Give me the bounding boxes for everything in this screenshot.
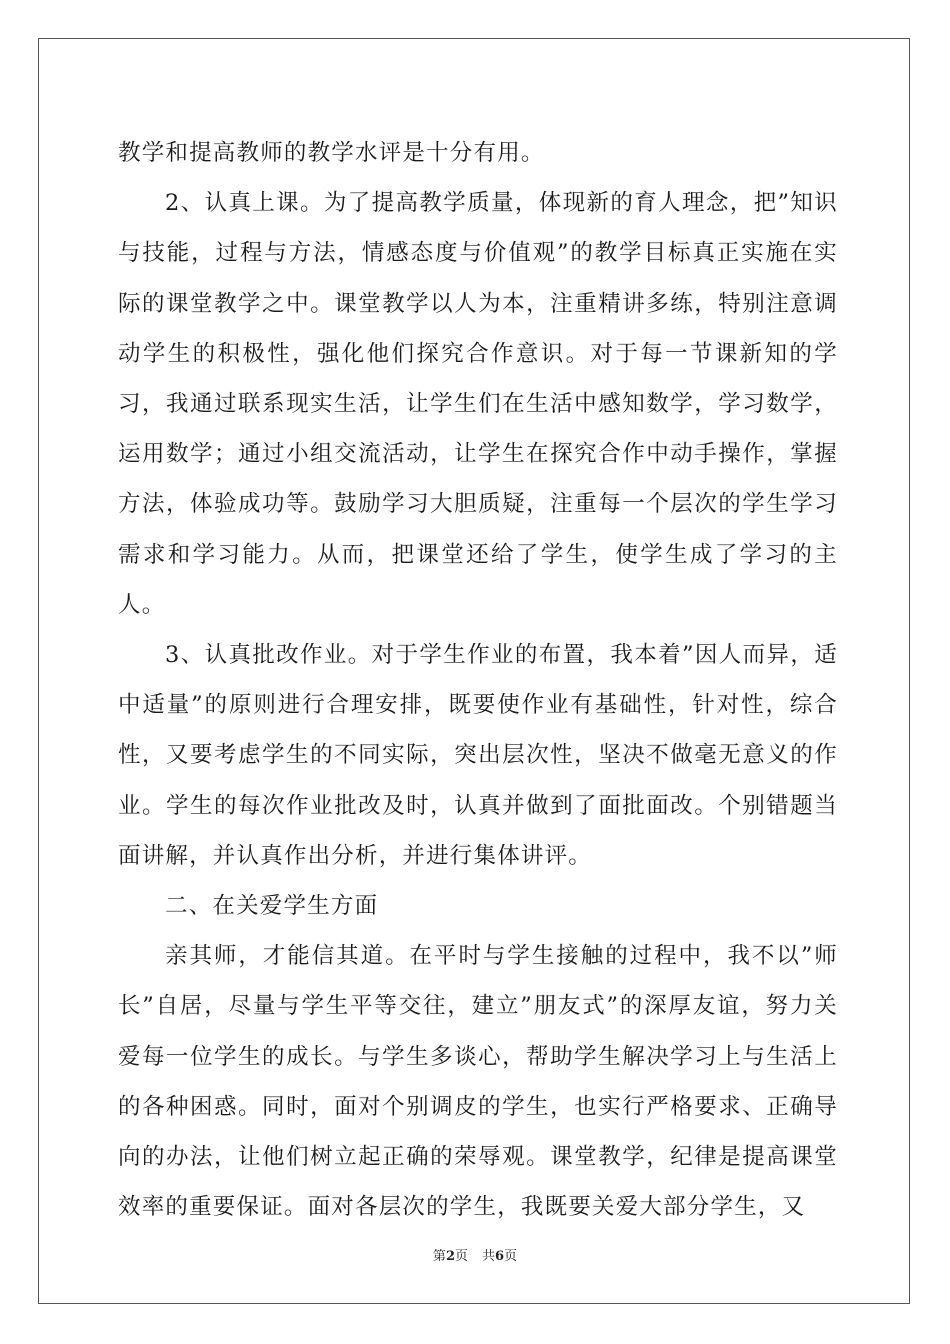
page-suffix: 页 xyxy=(454,1249,468,1264)
page-total-number: 6 xyxy=(495,1249,505,1264)
document-body xyxy=(118,128,838,1232)
paragraph-caring-students: 亲其师，才能信其道。在平时与学生接触的过程中，我不以”师长”自居，尽量与学生平等交往，建立”朋友式”的深厚友谊，努力关爱每一位学生的成长。与学生多谈心，帮助学生解决学习上与生活上的各种困惑。同时，面对个别调皮的学生，也实行严格要求、正确导向的办法，让他们树立起正确的荣辱观。课堂教学，纪律是提高课堂效率的重要保证。面对各层次的学生，我既要关爱大部分学生，又 xyxy=(118,943,838,1221)
page-current-number: 2 xyxy=(445,1249,455,1264)
total-prefix: 共 xyxy=(482,1249,496,1264)
paragraph-attend-class: 2、认真上课。为了提高教学质量，体现新的育人理念，把”知识与技能，过程与方法，情感态度与价值观”的教学目标真正实施在实际的课堂教学之中。课堂教学以人为本，注重精讲多练，特别注意调动学生的积极性，强化他们探究合作意识。对于每一节课新知的学习，我通过联系现实生活，让学生们在生活中感知数学，学习数学，运用数学；通过小组交流活动，让学生在探究合作中动手操作，掌握方法，体验成功等。鼓励学习大胆质疑，注重每一个层次的学生学习需求和学习能力。从而，把课堂还给了学生，使学生成了学习的主人。 xyxy=(118,190,838,618)
section-heading-caring-students: 二、在关爱学生方面 xyxy=(165,893,379,920)
page-footer xyxy=(0,1248,950,1266)
page-prefix: 第 xyxy=(432,1249,446,1264)
paragraph-continuation: 教学和提高教师的教学水评是十分有用。 xyxy=(118,140,545,166)
paragraph-grade-homework: 3、认真批改作业。对于学生作业的布置，我本着”因人而异，适中适量”的原则进行合理安排，既要使作业有基础性，针对性，综合性，又要考虑学生的不同实际，突出层次性，坚决不做毫无意义的作业。学生的每次作业批改及时，认真并做到了面批面改。个别错题当面讲解，并认真作出分析，并进行集体讲评。 xyxy=(118,642,838,869)
total-suffix: 页 xyxy=(504,1249,518,1264)
